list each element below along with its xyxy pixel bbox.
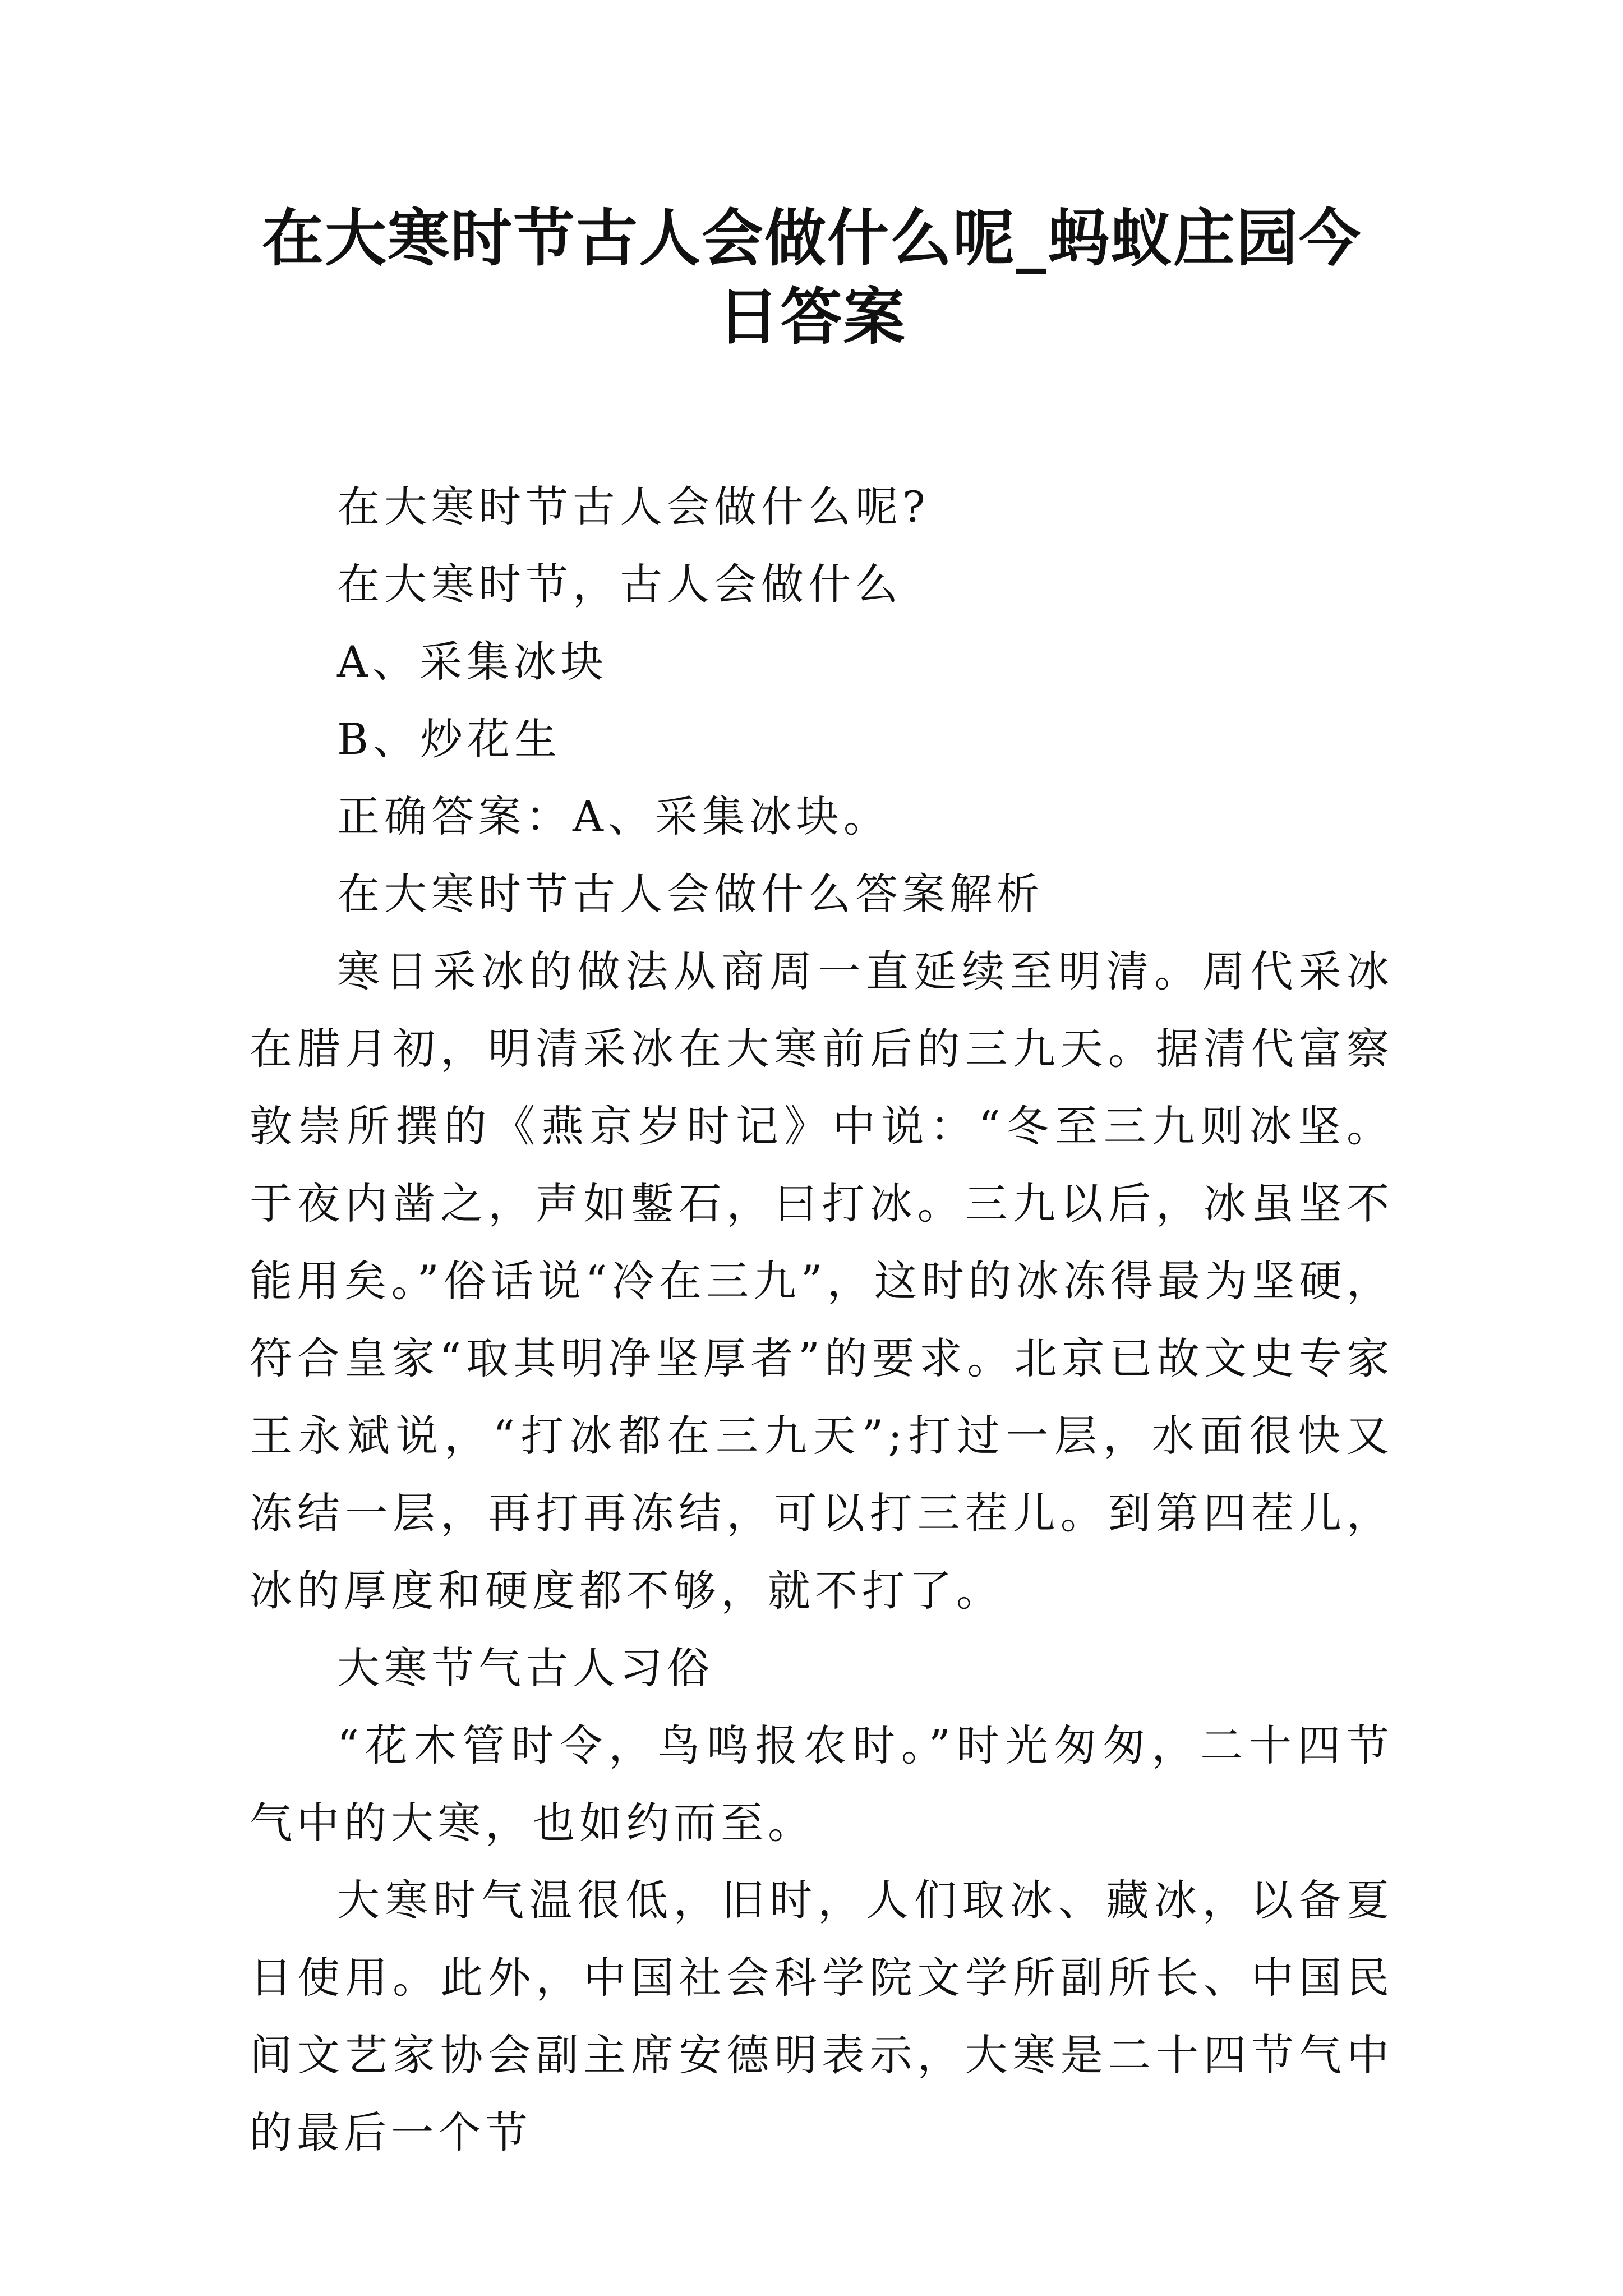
paragraph-option-a: A、采集冰块: [337, 637, 608, 687]
paragraph-customs-heading: 大寒节气古人习俗: [337, 1643, 714, 1693]
document-title: 在大寒时节古人会做什么呢_蚂蚁庄园今日答案: [262, 203, 1362, 353]
paragraph-correct-answer: 正确答案：A、采集冰块。: [337, 792, 891, 841]
document-body: [250, 468, 1394, 2171]
paragraph-question: 在大寒时节古人会做什么呢?: [337, 482, 930, 532]
paragraph-question-restated: 在大寒时节，古人会做什么: [337, 559, 902, 609]
paragraph-analysis-text: 寒日采冰的做法从商周一直延续至明清。周代采冰在腊月初，明清采冰在大寒前后的三九天。据清代富察敦崇所撰的《燕京岁时记》中说：“冬至三九则冰坚。于夜内凿之，声如鏨石，曰打冰。三九以后，冰虽坚不能用矣。”俗话说“冷在三九”，这时的冰冻得最为坚硬，符合皇家“取其明净坚厚者”的要求。北京已故文史专家王永斌说，“打冰都在三九天”;打过一层，水面很快又冻结一层，再打再冻结，可以打三茬儿。到第四茬儿，冰的厚度和硬度都不够，就不打了。: [250, 946, 1394, 1616]
paragraph-customs-text: 大寒时气温很低，旧时，人们取冰、藏冰，以备夏日使用。此外，中国社会科学院文学所副所长、中国民间文艺家协会副主席安德明表示，大寒是二十四节气中的最后一个节: [250, 1875, 1394, 2157]
paragraph-analysis-heading: 在大寒时节古人会做什么答案解析: [337, 869, 1044, 919]
paragraph-option-b: B、炒花生: [337, 714, 561, 764]
paragraph-customs-intro: “花木管时令，鸟鸣报农时。”时光匆匆，二十四节气中的大寒，也如约而至。: [250, 1720, 1394, 1848]
